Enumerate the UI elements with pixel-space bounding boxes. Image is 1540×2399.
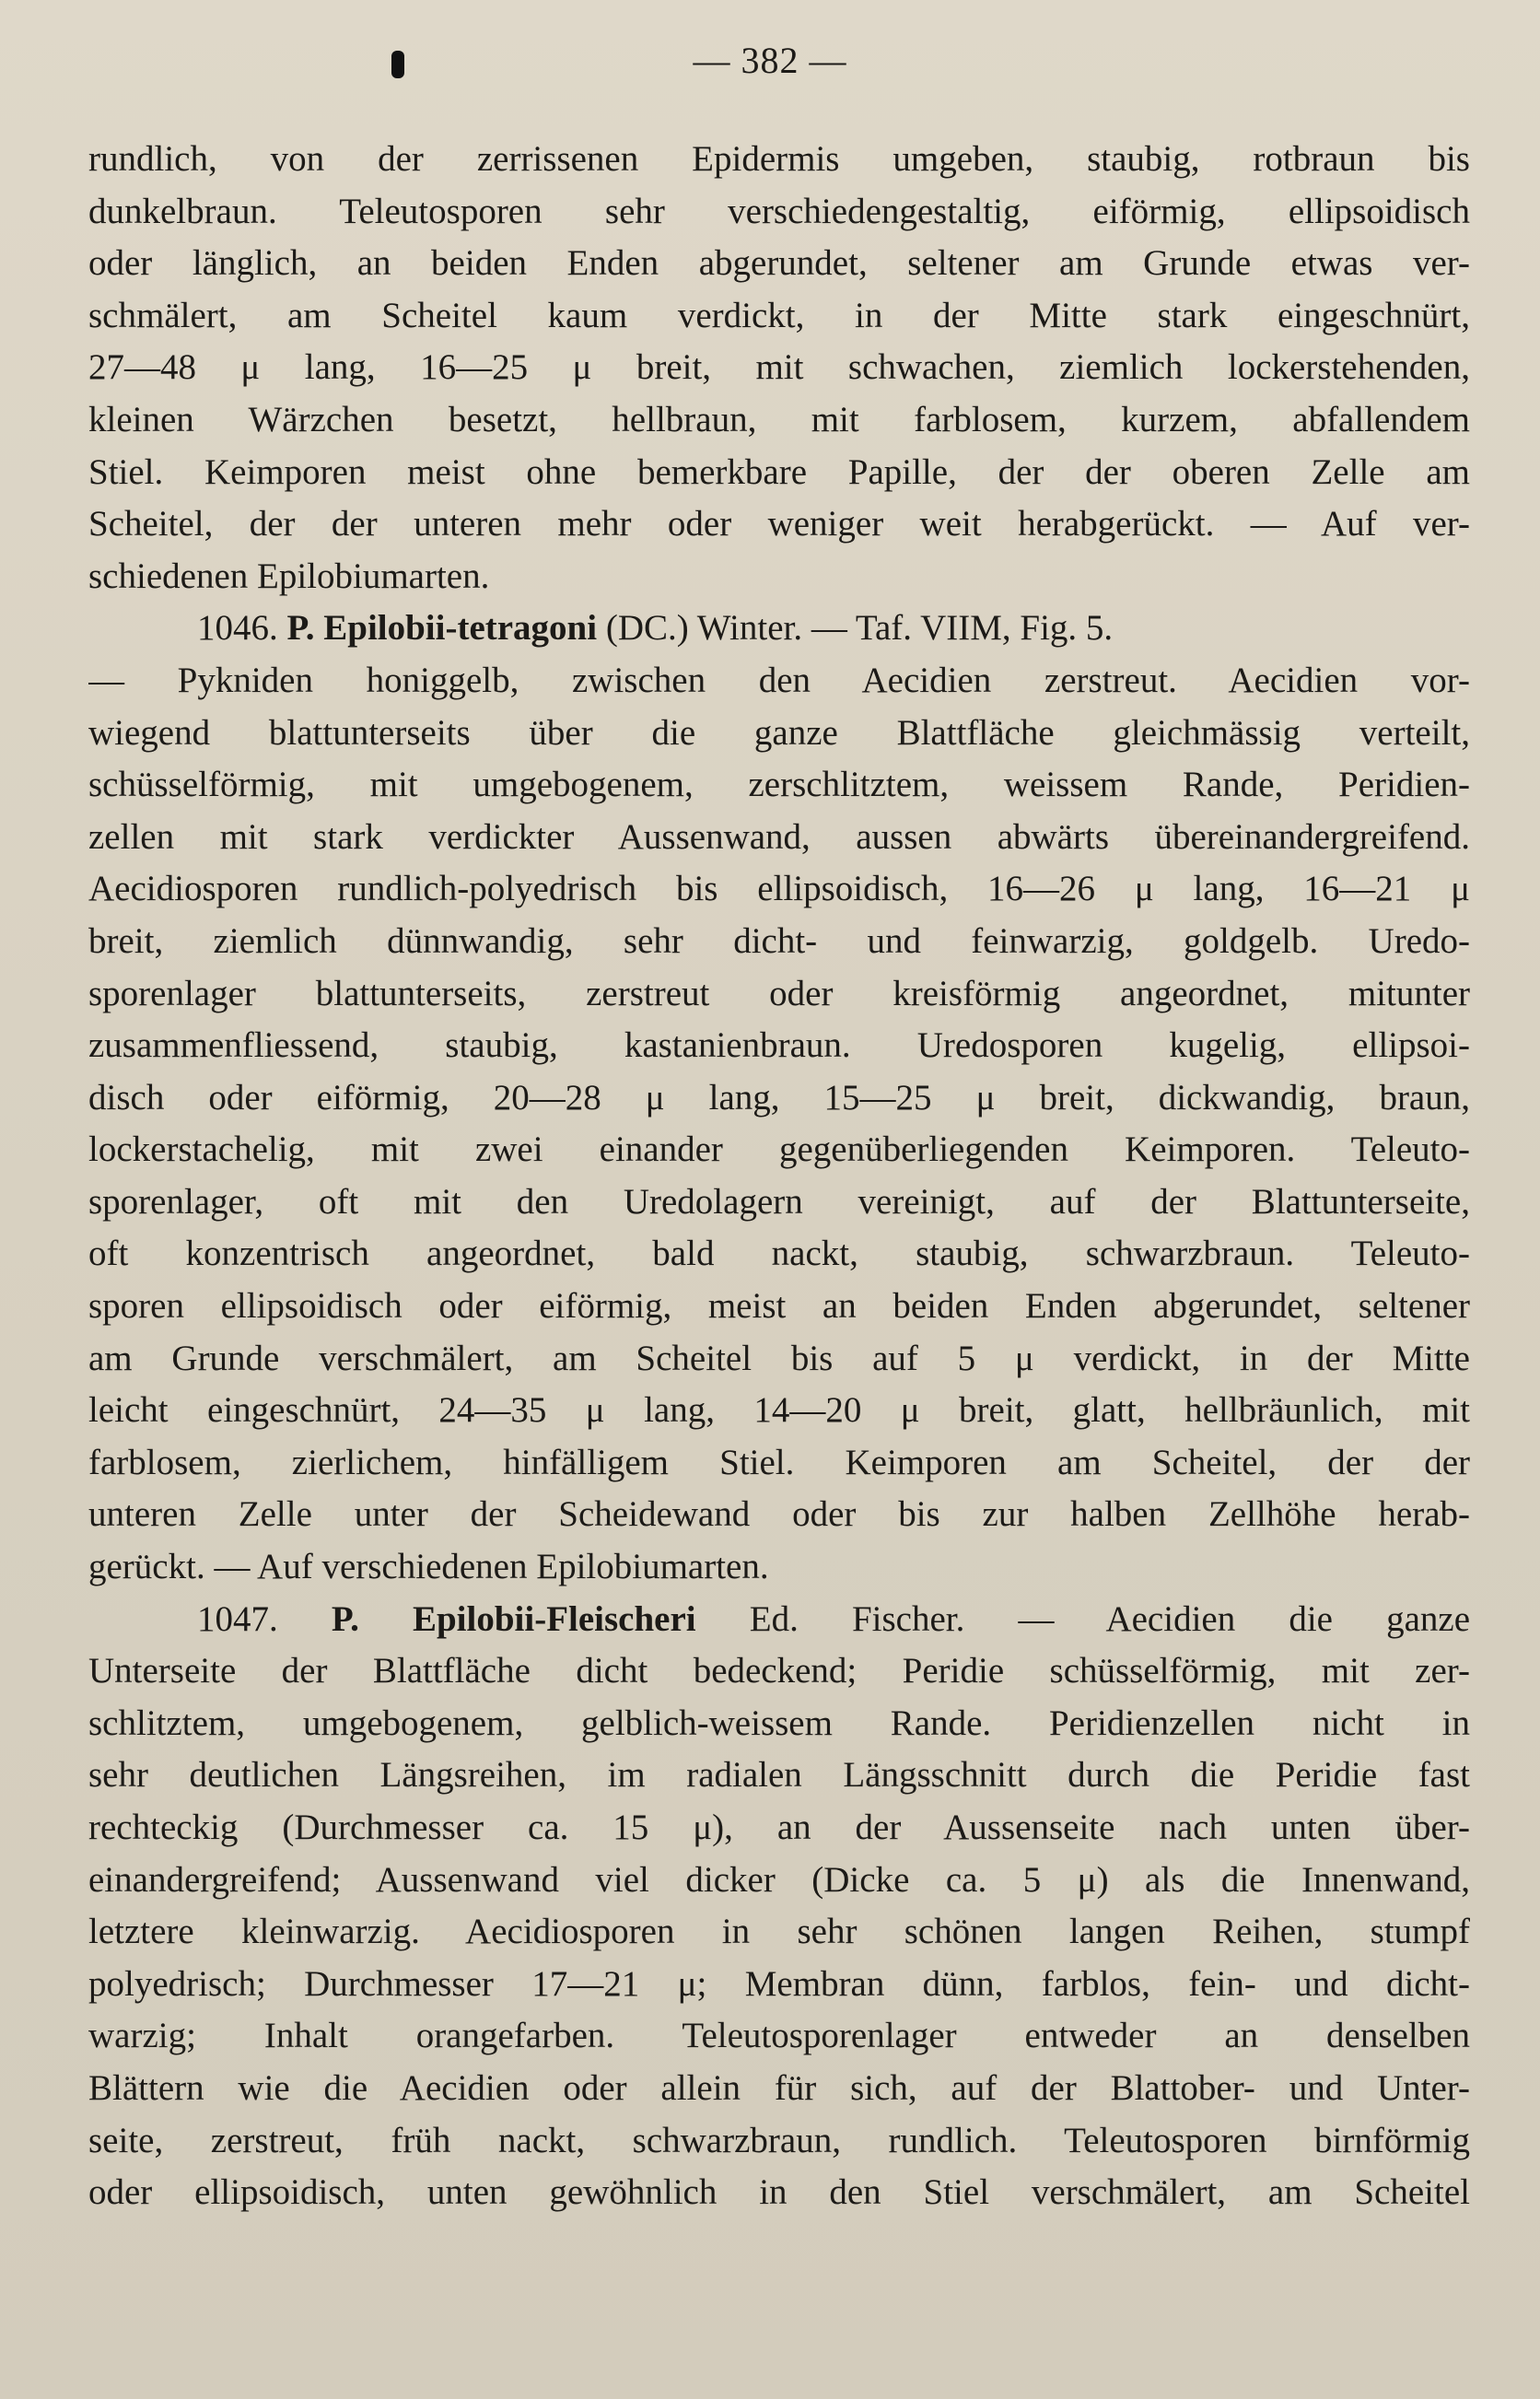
text-line: Stiel. Keimporen meist ohne bemerkbare Papille, der der oberen Zelle am [88, 451, 1470, 492]
text-line: — Pykniden honiggelb, zwischen den Aecidien zerstreut. Aecidien vor- [88, 660, 1470, 700]
text-line: warzig; Inhalt orangefarben. Teleutosporenlager entweder an denselben [88, 2016, 1470, 2056]
text-line: zusammenfliessend, staubig, kastanienbraun. Uredosporen kugelig, ellipsoi- [88, 1025, 1470, 1066]
species-name: P. Epilobii-Fleischeri [331, 1598, 696, 1639]
text-line: disch oder eiförmig, 20—28 μ lang, 15—25 μ breit, dickwandig, braun, [88, 1077, 1470, 1118]
text-line: leicht eingeschnürt, 24—35 μ lang, 14—20 μ breit, glatt, hellbräunlich, mit [88, 1390, 1470, 1431]
species-name: P. Epilobii-tetragoni [286, 608, 598, 649]
text-line: sporenlager blattunterseits, zerstreut oder kreisförmig angeordnet, mitunter [88, 973, 1470, 1013]
text-line: polyedrisch; Durchmesser 17—21 μ; Membran dünn, farblos, fein- und dicht- [88, 1963, 1470, 2004]
entry-1047-heading [88, 1594, 1470, 1646]
entry-heading-rest: (DC.) Winter. — Taf. VIIM, Fig. 5. [597, 608, 1114, 649]
text-line: Scheitel, der der unteren mehr oder weniger weit herabgerückt. — Auf ver- [88, 504, 1470, 544]
text-line: rundlich, von der zerrissenen Epidermis umgeben, staubig, rotbraun bis [88, 139, 1470, 179]
entry-number: 1046. [197, 608, 278, 649]
text-line: letztere kleinwarzig. Aecidiosporen in sehr schönen langen Reihen, stumpf [88, 1912, 1470, 1952]
entry-number: 1047. [197, 1598, 278, 1639]
text-line: wiegend blattunterseits über die ganze Blattfläche gleichmässig verteilt, [88, 712, 1470, 753]
text-line: zellen mit stark verdickter Aussenwand, aussen abwärts übereinandergreifend. [88, 816, 1470, 857]
text-line: sehr deutlichen Längsreihen, im radialen Längsschnitt durch die Peridie fast [88, 1755, 1470, 1796]
text-line: lockerstachelig, mit zwei einander gegenüberliegenden Keimporen. Teleuto- [88, 1129, 1470, 1170]
text-line: gerückt. — Auf verschiedenen Epilobiumarten. [88, 1547, 769, 1587]
body-text [88, 134, 1470, 2219]
text-line: kleinen Wärzchen besetzt, hellbraun, mit farblosem, kurzem, abfallendem [88, 399, 1470, 439]
text-line: dunkelbraun. Teleutosporen sehr verschiedengestaltig, eiförmig, ellipsoidisch [88, 191, 1470, 231]
text-line: farblosem, zierlichem, hinfälligem Stiel. Keimporen am Scheitel, der der [88, 1442, 1470, 1482]
text-line: schlitztem, umgebogenem, gelblich-weissem Rande. Peridienzellen nicht in [88, 1703, 1470, 1743]
text-line: schiedenen Epilobiumarten. [88, 556, 490, 596]
text-line: seite, zerstreut, früh nackt, schwarzbraun, rundlich. Teleutosporen birnförmig [88, 2120, 1470, 2160]
text-line: 27—48 μ lang, 16—25 μ breit, mit schwachen, ziemlich lockerstehenden, [88, 347, 1470, 388]
text-line: oft konzentrisch angeordnet, bald nackt, staubig, schwarzbraun. Teleuto- [88, 1234, 1470, 1274]
text-line: oder länglich, an beiden Enden abgerundet, seltener am Grunde etwas ver- [88, 243, 1470, 284]
page-number: — 382 — [693, 40, 847, 81]
text-line: einandergreifend; Aussenwand viel dicker (Dicke ca. 5 μ) als die Innenwand, [88, 1859, 1470, 1900]
text-line: schmälert, am Scheitel kaum verdickt, in der Mitte stark eingeschnürt, [88, 295, 1470, 335]
text-line: rechteckig (Durchmesser ca. 15 μ), an der Aussenseite nach unten über- [88, 1808, 1470, 1847]
text-line: am Grunde verschmälert, am Scheitel bis auf 5 μ verdickt, in der Mitte [88, 1338, 1470, 1378]
text-line: Unterseite der Blattfläche dicht bedeckend; Peridie schüsselförmig, mit zer- [88, 1651, 1470, 1691]
text-line: Blättern wie die Aecidien oder allein für sich, auf der Blattober- und Unter- [88, 2067, 1470, 2108]
text-line: unteren Zelle unter der Scheidewand oder bis zur halben Zellhöhe herab- [88, 1494, 1470, 1535]
text-line: oder ellipsoidisch, unten gewöhnlich in den Stiel verschmälert, am Scheitel [88, 2172, 1470, 2213]
text-line: breit, ziemlich dünnwandig, sehr dicht- und feinwarzig, goldgelb. Uredo- [88, 920, 1470, 961]
entry-heading-rest: Ed. Fischer. — Aecidien die ganze [695, 1598, 1470, 1639]
text-line: Aecidiosporen rundlich-polyedrisch bis ellipsoidisch, 16—26 μ lang, 16—21 μ [88, 869, 1470, 909]
text-line: schüsselförmig, mit umgebogenem, zerschlitztem, weissem Rande, Peridien- [88, 765, 1470, 805]
text-line: sporen ellipsoidisch oder eiförmig, meist an beiden Enden abgerundet, seltener [88, 1286, 1470, 1327]
text-line: sporenlager, oft mit den Uredolagern vereinigt, auf der Blattunterseite, [88, 1181, 1470, 1222]
entry-1046-heading [88, 603, 1470, 655]
